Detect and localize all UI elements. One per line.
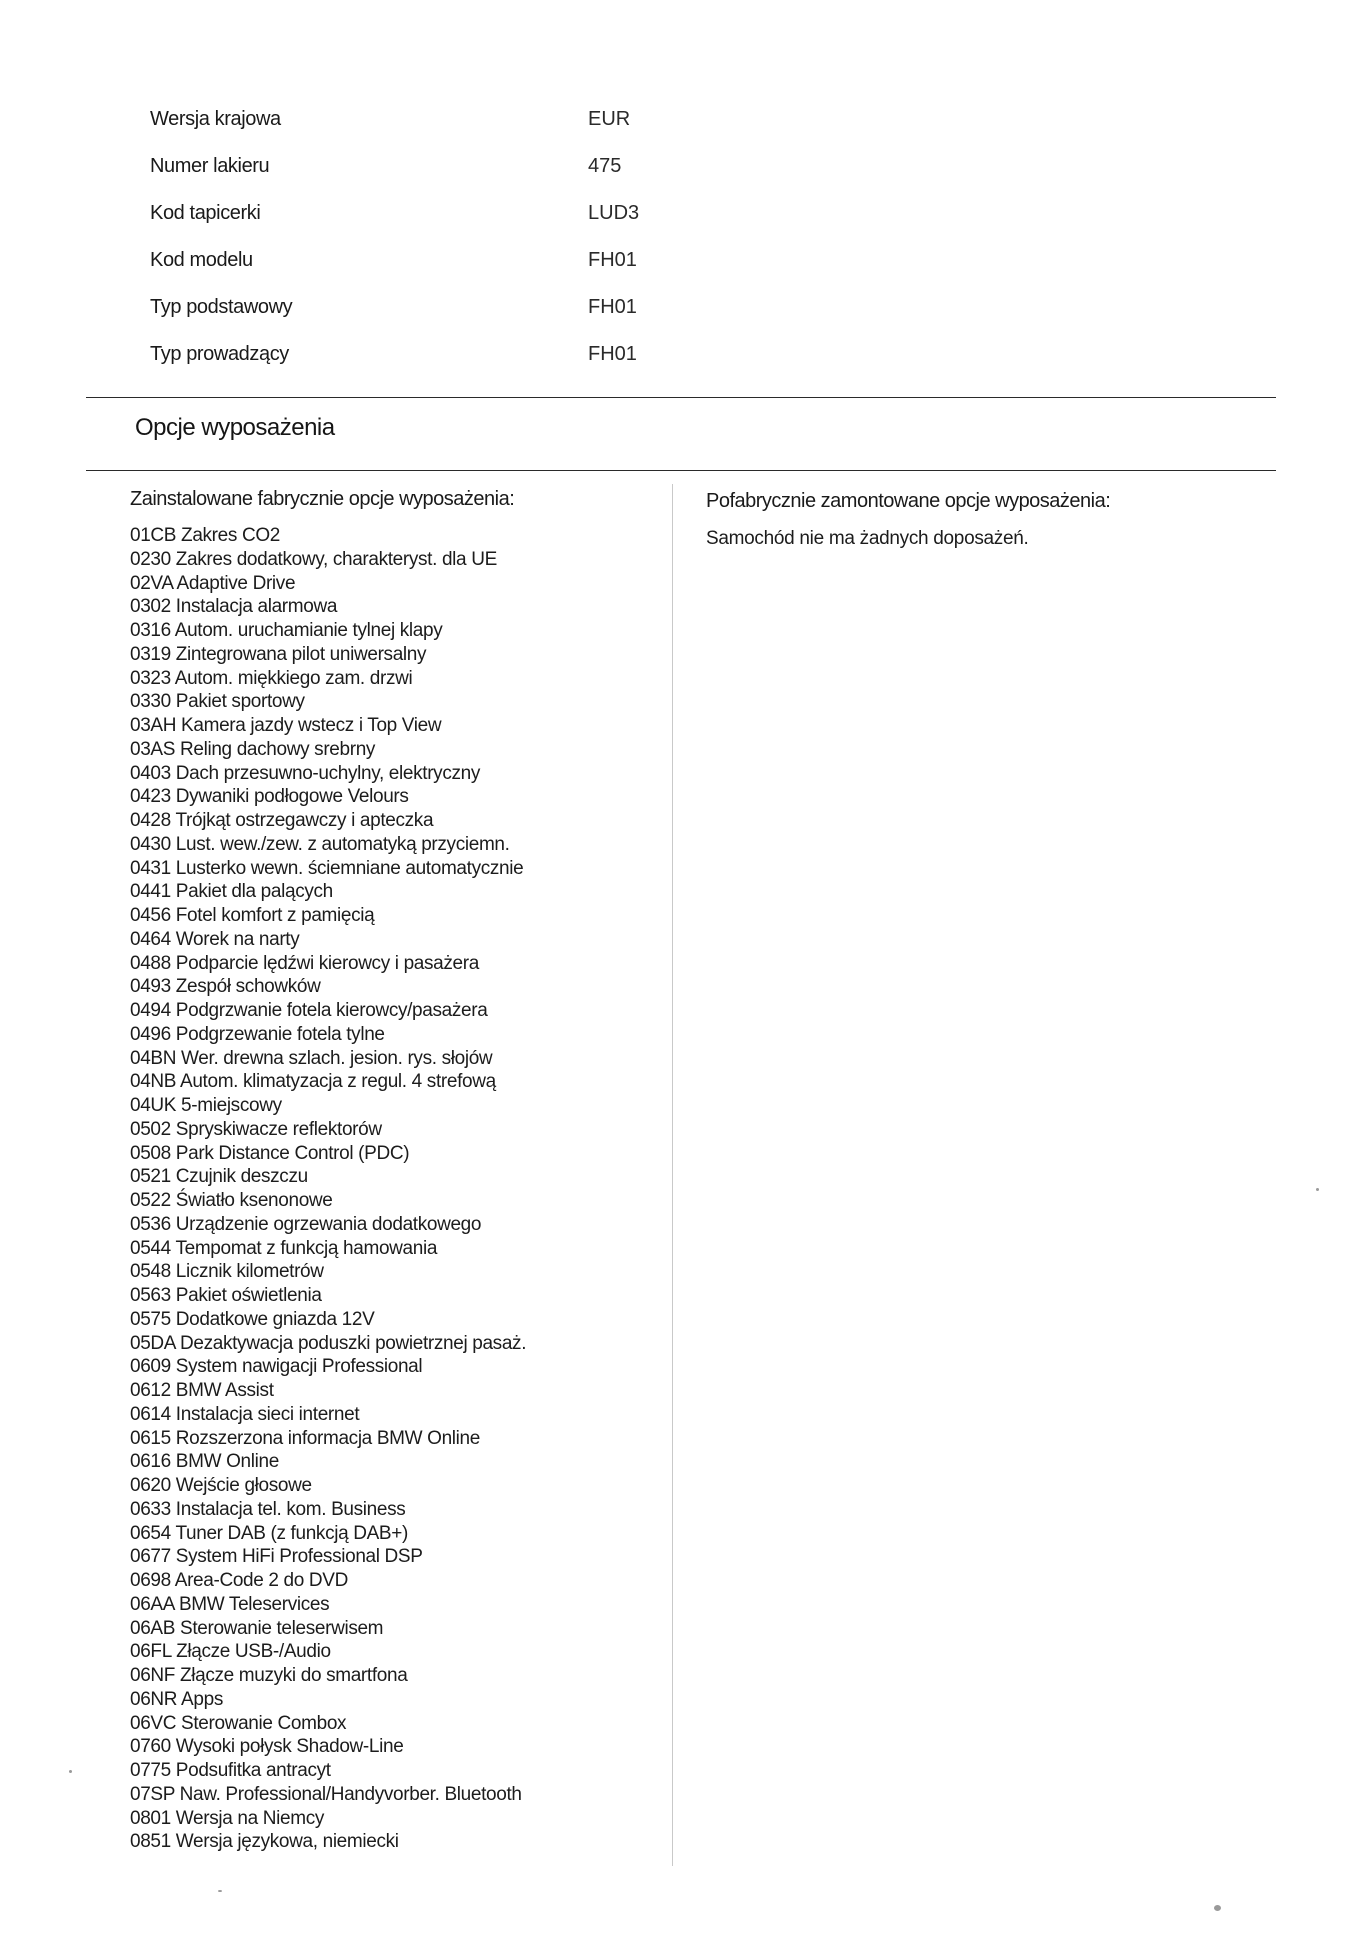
vehicle-info-value: LUD3 — [588, 202, 640, 224]
factory-option-item: 0615 Rozszerzona informacja BMW Online — [130, 1427, 480, 1449]
factory-option-item: 0654 Tuner DAB (z funkcją DAB+) — [130, 1522, 408, 1544]
factory-option-item: 0330 Pakiet sportowy — [130, 691, 305, 713]
factory-option-item: 0616 BMW Online — [130, 1451, 279, 1473]
factory-option-item: 02VA Adaptive Drive — [130, 572, 296, 594]
factory-option-item: 0456 Fotel komfort z pamięcią — [130, 905, 375, 926]
section-divider-top — [86, 397, 1276, 398]
factory-option-item: 06AA BMW Teleservices — [130, 1593, 330, 1615]
vehicle-info-value: FH01 — [588, 249, 637, 271]
factory-option-item: 06VC Sterowanie Combox — [130, 1712, 347, 1734]
factory-option-item: 06NR Apps — [130, 1688, 223, 1710]
scan-speck — [69, 1770, 72, 1773]
factory-option-item: 0508 Park Distance Control (PDC) — [130, 1142, 410, 1164]
factory-option-item: 0760 Wysoki połysk Shadow-Line — [130, 1736, 404, 1758]
vehicle-info-label: Kod tapicerki — [150, 202, 261, 224]
section-title: Opcje wyposażenia — [135, 414, 335, 441]
factory-option-item: 0441 Pakiet dla palących — [130, 881, 333, 903]
vehicle-info-row — [150, 237, 750, 284]
scan-speck — [1214, 1905, 1221, 1911]
vehicle-info-label: Typ podstawowy — [150, 296, 293, 318]
factory-option-item: 0464 Worek na narty — [130, 928, 300, 950]
factory-option-item: 0620 Wejście głosowe — [130, 1475, 312, 1496]
vehicle-info-row — [150, 96, 750, 143]
factory-option-item: 0698 Area-Code 2 do DVD — [130, 1570, 348, 1591]
factory-option-item: 0423 Dywaniki podłogowe Velours — [130, 786, 409, 808]
factory-option-item: 0428 Trójkąt ostrzegawczy i apteczka — [130, 810, 434, 831]
aftermarket-options-note: Samochód nie ma żadnych doposażeń. — [706, 528, 1029, 549]
factory-option-item: 0575 Dodatkowe gniazda 12V — [130, 1308, 375, 1330]
factory-options-heading: Zainstalowane fabrycznie opcje wyposażenia: — [130, 488, 515, 510]
factory-option-item: 03AS Reling dachowy srebrny — [130, 738, 376, 760]
vehicle-info-label: Wersja krajowa — [150, 108, 281, 130]
factory-option-item: 0544 Tempomat z funkcją hamowania — [130, 1237, 438, 1259]
vehicle-info-table — [150, 96, 750, 378]
scan-speck — [218, 1890, 222, 1892]
factory-option-item: 0522 Światło ksenonowe — [130, 1190, 333, 1211]
factory-option-item: 0851 Wersja językowa, niemiecki — [130, 1831, 399, 1853]
factory-option-item: 0633 Instalacja tel. kom. Business — [130, 1498, 406, 1520]
factory-option-item: 0323 Autom. miękkiego zam. drzwi — [130, 667, 413, 689]
factory-option-item: 0536 Urządzenie ogrzewania dodatkowego — [130, 1213, 482, 1235]
factory-option-item: 0431 Lusterko wewn. ściemniane automatycznie — [130, 857, 524, 879]
factory-option-item: 0493 Zespół schowków — [130, 976, 321, 998]
factory-option-item: 06FL Złącze USB-/Audio — [130, 1641, 331, 1663]
vehicle-info-value: FH01 — [588, 343, 637, 365]
factory-options-list — [130, 524, 660, 1854]
factory-option-item: 0677 System HiFi Professional DSP — [130, 1546, 423, 1568]
vehicle-info-row — [150, 190, 750, 237]
factory-option-item: 0563 Pakiet oświetlenia — [130, 1285, 322, 1306]
column-divider — [672, 484, 673, 1866]
factory-option-item: 04NB Autom. klimatyzacja z regul. 4 strefową — [130, 1071, 496, 1093]
factory-option-item: 0494 Podgrzwanie fotela kierowcy/pasażera — [130, 1000, 488, 1021]
factory-option-item: 0430 Lust. wew./zew. z automatyką przyciemn. — [130, 833, 510, 855]
aftermarket-options-heading: Pofabrycznie zamontowane opcje wyposażenia: — [706, 490, 1111, 512]
factory-options-column — [130, 486, 660, 1854]
factory-option-item: 01CB Zakres CO2 — [130, 525, 280, 546]
vehicle-info-value: FH01 — [588, 296, 637, 318]
factory-option-item: 0316 Autom. uruchamianie tylnej klapy — [130, 620, 443, 641]
factory-option-item: 0521 Czujnik deszczu — [130, 1166, 308, 1188]
scan-speck — [1316, 1188, 1319, 1191]
factory-option-item: 0609 System nawigacji Professional — [130, 1356, 423, 1378]
aftermarket-options-column — [706, 488, 1266, 550]
factory-option-item: 03AH Kamera jazdy wstecz i Top View — [130, 715, 442, 736]
vehicle-info-row — [150, 143, 750, 190]
vehicle-info-row — [150, 284, 750, 331]
factory-option-item: 0403 Dach przesuwno-uchylny, elektryczny — [130, 762, 480, 784]
vehicle-info-label: Numer lakieru — [150, 155, 270, 177]
vehicle-info-label: Kod modelu — [150, 249, 253, 271]
factory-option-item: 0230 Zakres dodatkowy, charakteryst. dla UE — [130, 548, 497, 570]
section-divider-bottom — [86, 470, 1276, 471]
vehicle-info-value: 475 — [588, 155, 622, 177]
factory-option-item: 0775 Podsufitka antracyt — [130, 1760, 331, 1781]
factory-option-item: 0319 Zintegrowana pilot uniwersalny — [130, 643, 427, 665]
factory-option-item: 0548 Licznik kilometrów — [130, 1261, 324, 1283]
factory-option-item: 04BN Wer. drewna szlach. jesion. rys. słojów — [130, 1047, 493, 1069]
factory-option-item: 07SP Naw. Professional/Handyvorber. Bluetooth — [130, 1783, 522, 1805]
factory-option-item: 0496 Podgrzewanie fotela tylne — [130, 1023, 385, 1045]
factory-option-item: 05DA Dezaktywacja poduszki powietrznej pasaż. — [130, 1332, 527, 1354]
factory-option-item: 0502 Spryskiwacze reflektorów — [130, 1118, 382, 1140]
factory-option-item: 0488 Podparcie lędźwi kierowcy i pasażera — [130, 952, 479, 974]
vehicle-info-value: EUR — [588, 108, 631, 130]
vehicle-info-row — [150, 331, 750, 378]
factory-option-item: 0612 BMW Assist — [130, 1380, 274, 1401]
factory-option-item: 0614 Instalacja sieci internet — [130, 1403, 360, 1425]
factory-option-item: 0302 Instalacja alarmowa — [130, 596, 338, 618]
vehicle-info-label: Typ prowadzący — [150, 343, 289, 365]
factory-option-item: 06NF Złącze muzyki do smartfona — [130, 1665, 408, 1686]
factory-option-item: 0801 Wersja na Niemcy — [130, 1807, 324, 1829]
factory-option-item: 06AB Sterowanie teleserwisem — [130, 1617, 384, 1639]
factory-option-item: 04UK 5-miejscowy — [130, 1095, 282, 1116]
